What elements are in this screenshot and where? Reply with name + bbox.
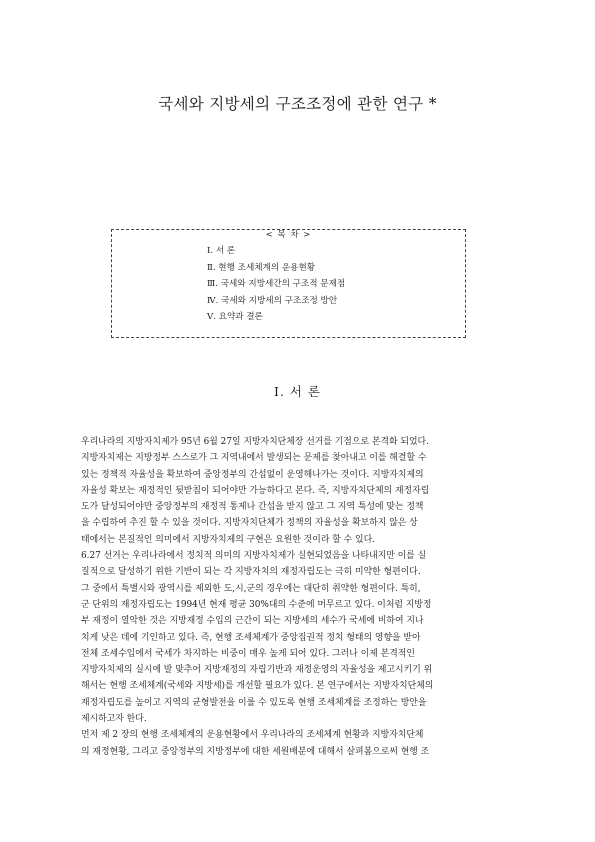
- text-line: 전체 조세수입에서 국세가 차지하는 비중이 매우 높게 되어 있다. 그러나 이제 본격적인: [81, 648, 415, 659]
- text-line: 지방자치제는 지방정부 스스로가 그 지역내에서 발생되는 문제를 찾아내고 이를 해결할 수: [81, 453, 427, 464]
- text-line: 먼저 제 2 장의 현행 조세체계의 운용현황에서 우리나라의 조세체계 현황과 지방자치단체: [81, 730, 424, 741]
- body-text: [81, 434, 503, 760]
- toc-item: Ⅲ. 국세와 지방세간의 구조적 문제점: [207, 279, 346, 290]
- text-line: 치게 낮은 데에 기인하고 있다. 즉, 현행 조세체계가 중앙집권적 정치 형태의 영향을 받아: [81, 632, 421, 643]
- text-line: 부 재정이 열악한 것은 지방재정 수입의 근간이 되는 지방세의 세수가 국세에 비하여 지나: [81, 616, 424, 627]
- text-line: 자율성 확보는 재정적인 뒷받침이 되어야만 가능하다고 본다. 즉, 지방자치단체의 재정자립: [81, 485, 430, 496]
- toc-list: [207, 243, 345, 326]
- text-line: 있는 정책적 자율성을 확보하여 중앙정부의 간섭없이 운영해나가는 것이다. 지방자치제의: [81, 469, 424, 480]
- toc-item: Ⅳ. 국세와 지방세의 구조조정 방안: [207, 295, 338, 306]
- toc-item: Ⅰ. 서 론: [207, 246, 236, 256]
- text-line: 도가 달성되어야만 중앙정부의 재정적 통제나 간섭을 받지 않고 그 지역 특성에 맞는 정책: [81, 502, 424, 513]
- text-line: 군 단위의 재정자립도는 1994년 현재 평균 30%대의 수준에 머무르고 있다. 이처럼 지방정: [81, 599, 432, 610]
- toc-heading: < 목 차 >: [112, 222, 465, 241]
- document-title: 국세와 지방세의 구조조정에 관한 연구 *: [158, 95, 437, 113]
- text-line: 질적으로 달성하기 위한 기반이 되는 각 지방자치의 재정자립도는 극히 미약한 형편이다.: [81, 567, 421, 578]
- text-line: 재정자립도를 높이고 지역의 균형발전을 이룰 수 있도록 현행 조세체계를 조정하는 방안을: [81, 697, 427, 708]
- toc-item: Ⅱ. 현행 조세체계의 운용현황: [207, 262, 316, 273]
- text-line: 지방자치제의 실시에 발 맞추어 지방재정의 자립기반과 재정운영의 자율성을 제고시키기 위: [81, 665, 433, 676]
- text-line: 태에서는 본질적인 의미에서 지방자치제의 구현은 요원한 것이라 할 수 있다.: [81, 534, 375, 545]
- text-line: 6.27 선거는 우리나라에서 정치적 의미의 지방자치제가 실현되었음을 나타내지만 이를 실: [81, 551, 427, 562]
- text-line: 우리나라의 지방자치제가 95년 6월 27일 지방자치단체장 선거를 기점으로 본격화 되었다.: [81, 437, 429, 447]
- text-line: 해서는 현행 조세체계(국세와 지방세)를 개선할 필요가 있다. 본 연구에서는 지방자치단체의: [81, 681, 434, 692]
- text-line: 제시하고자 한다.: [81, 714, 147, 725]
- section-heading: Ⅰ. 서 론: [273, 384, 321, 399]
- text-line: 의 재정현황, 그리고 중앙정부의 지방정부에 대한 세원배분에 대해서 살펴봄으로써 현행 조: [81, 746, 430, 757]
- text-line: 그 중에서 특별시와 광역시를 제외한 도,시,군의 경우에는 대단히 취약한 형편이다. 특히,: [81, 583, 421, 594]
- toc-item: Ⅴ. 요약과 결론: [207, 312, 263, 323]
- text-line: 을 수립하여 추진 할 수 있을 것이다. 지방자치단체가 정책의 자율성을 확보하지 않은 상: [81, 518, 418, 529]
- table-of-contents: [111, 229, 466, 338]
